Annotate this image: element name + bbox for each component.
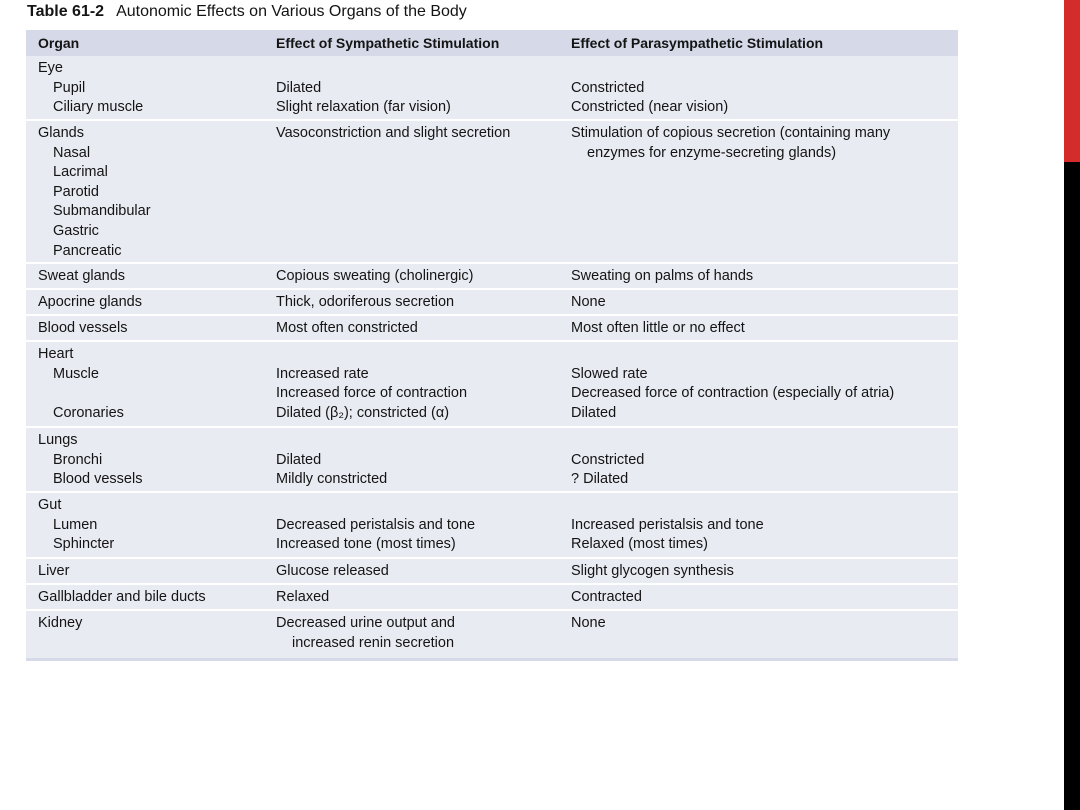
table-header-row bbox=[26, 30, 958, 56]
para-line: ? Dilated bbox=[571, 471, 629, 488]
table-row-heart bbox=[26, 342, 958, 428]
symp-line: Relaxed bbox=[276, 589, 330, 605]
organ-name: Heart bbox=[38, 346, 74, 362]
table-number: Table 61-2 bbox=[27, 3, 105, 20]
para-line: Decreased force of contraction (especially of atria) bbox=[571, 385, 895, 402]
header-organ: Organ bbox=[38, 35, 80, 51]
organ-sub: Gastric bbox=[53, 222, 99, 239]
symp-line: Slight relaxation (far vision) bbox=[276, 99, 451, 116]
black-side-bar bbox=[1064, 162, 1080, 810]
organ-name: Blood vessels bbox=[38, 320, 128, 336]
symp-line: Increased rate bbox=[276, 365, 369, 382]
parasympathetic-cell bbox=[571, 124, 890, 163]
para-line: Contracted bbox=[571, 589, 642, 605]
symp-line: Vasoconstriction and slight secretion bbox=[276, 125, 511, 141]
para-line: Constricted bbox=[571, 79, 645, 96]
organ-cell bbox=[38, 562, 69, 582]
symp-line: Dilated bbox=[276, 79, 322, 96]
organ-cell bbox=[38, 496, 114, 555]
para-line bbox=[571, 59, 728, 79]
sympathetic-cell bbox=[276, 124, 510, 144]
parasympathetic-cell bbox=[571, 588, 642, 608]
organ-sub: Submandibular bbox=[53, 203, 151, 220]
parasympathetic-cell bbox=[571, 293, 606, 313]
para-line bbox=[571, 431, 644, 451]
organ-sub: Muscle bbox=[53, 365, 99, 382]
header-sympathetic: Effect of Sympathetic Stimulation bbox=[276, 35, 500, 51]
organ-name: Gallbladder and bile ducts bbox=[38, 589, 206, 605]
organ-name: Eye bbox=[38, 60, 63, 76]
organ-cell bbox=[38, 345, 124, 423]
organ-sub: Bronchi bbox=[53, 451, 103, 468]
symp-line: Mildly constricted bbox=[276, 471, 388, 488]
symp-line: Dilated (β₂); constricted (α) bbox=[276, 404, 450, 421]
organ-cell bbox=[38, 59, 143, 118]
table-row-apocrine-glands bbox=[26, 290, 958, 316]
parasympathetic-cell bbox=[571, 59, 728, 118]
sympathetic-cell bbox=[276, 496, 475, 555]
organ-name: Apocrine glands bbox=[38, 294, 142, 310]
parasympathetic-cell bbox=[571, 319, 745, 339]
organ-cell bbox=[38, 319, 127, 339]
organ-sub: Lacrimal bbox=[53, 164, 108, 181]
organ-sub: Coronaries bbox=[53, 404, 124, 421]
parasympathetic-cell bbox=[571, 562, 734, 582]
para-line: Constricted (near vision) bbox=[571, 99, 729, 116]
para-line: Constricted bbox=[571, 451, 645, 468]
symp-line: Decreased urine output and bbox=[276, 615, 455, 631]
red-side-bar bbox=[1064, 0, 1080, 162]
para-line: Slowed rate bbox=[571, 365, 648, 382]
table-row-blood-vessels bbox=[26, 316, 958, 342]
parasympathetic-cell bbox=[571, 267, 753, 287]
para-line: Stimulation of copious secretion (containing many bbox=[571, 125, 891, 141]
organ-sub: Lumen bbox=[53, 516, 98, 533]
organ-cell bbox=[38, 267, 125, 287]
symp-line: Most often constricted bbox=[276, 320, 418, 336]
symp-line: Glucose released bbox=[276, 563, 389, 579]
organ-sub: Nasal bbox=[53, 144, 91, 161]
parasympathetic-cell bbox=[571, 345, 894, 423]
symp-line bbox=[276, 59, 451, 79]
parasympathetic-cell bbox=[571, 614, 606, 634]
table-row-sweat-glands bbox=[26, 264, 958, 290]
sympathetic-cell bbox=[276, 614, 455, 653]
para-line: Slight glycogen synthesis bbox=[571, 563, 734, 579]
organ-sub: Ciliary muscle bbox=[53, 99, 144, 116]
table-row-glands bbox=[26, 121, 958, 264]
para-line: Increased peristalsis and tone bbox=[571, 516, 764, 533]
table-caption: Autonomic Effects on Various Organs of the Body bbox=[116, 3, 467, 20]
symp-line: Decreased peristalsis and tone bbox=[276, 516, 476, 533]
sympathetic-cell bbox=[276, 319, 418, 339]
sympathetic-cell bbox=[276, 59, 451, 118]
sympathetic-cell bbox=[276, 588, 329, 608]
symp-line: Increased tone (most times) bbox=[276, 536, 456, 553]
para-line bbox=[571, 345, 894, 365]
para-line: Most often little or no effect bbox=[571, 320, 745, 336]
table-row-lungs bbox=[26, 428, 958, 493]
header-parasympathetic: Effect of Parasympathetic Stimulation bbox=[571, 35, 824, 51]
organ-sub bbox=[38, 384, 124, 404]
table-row-liver bbox=[26, 559, 958, 585]
organ-sub: Sphincter bbox=[53, 536, 115, 553]
organ-sub: Blood vessels bbox=[53, 471, 143, 488]
organ-name: Lungs bbox=[38, 432, 78, 448]
autonomic-effects-table bbox=[26, 30, 958, 661]
symp-line: Thick, odoriferous secretion bbox=[276, 294, 455, 310]
organ-sub: Pancreatic bbox=[53, 242, 122, 259]
organ-name: Glands bbox=[38, 125, 84, 141]
para-line bbox=[571, 496, 764, 516]
sympathetic-cell bbox=[276, 267, 473, 287]
symp-line: Dilated bbox=[276, 451, 322, 468]
symp-line bbox=[276, 496, 475, 516]
para-line: None bbox=[571, 615, 606, 631]
organ-sub: Parotid bbox=[53, 183, 99, 200]
organ-cell bbox=[38, 124, 151, 261]
sympathetic-cell bbox=[276, 431, 387, 490]
organ-name: Gut bbox=[38, 497, 62, 513]
table-row-gallbladder bbox=[26, 585, 958, 611]
para-line: None bbox=[571, 294, 606, 310]
organ-cell bbox=[38, 431, 142, 490]
symp-line: increased renin secretion bbox=[292, 634, 455, 651]
organ-cell bbox=[38, 293, 142, 313]
sympathetic-cell bbox=[276, 562, 389, 582]
symp-line: Copious sweating (cholinergic) bbox=[276, 268, 474, 284]
organ-sub: Pupil bbox=[53, 79, 86, 96]
parasympathetic-cell bbox=[571, 496, 764, 555]
organ-name: Kidney bbox=[38, 615, 83, 631]
symp-line bbox=[276, 345, 467, 365]
organ-cell bbox=[38, 614, 82, 634]
organ-name: Liver bbox=[38, 563, 70, 579]
para-line: Sweating on palms of hands bbox=[571, 268, 754, 284]
para-line: Relaxed (most times) bbox=[571, 536, 708, 553]
table-row-eye bbox=[26, 56, 958, 121]
symp-line: Increased force of contraction bbox=[276, 385, 468, 402]
table-title bbox=[27, 2, 467, 22]
table-row-gut bbox=[26, 493, 958, 559]
para-line: Dilated bbox=[571, 404, 617, 421]
sympathetic-cell bbox=[276, 293, 454, 313]
parasympathetic-cell bbox=[571, 431, 644, 490]
symp-line bbox=[276, 431, 387, 451]
organ-cell bbox=[38, 588, 206, 608]
organ-name: Sweat glands bbox=[38, 268, 126, 284]
sympathetic-cell bbox=[276, 345, 467, 423]
para-line: enzymes for enzyme-secreting glands) bbox=[587, 144, 837, 161]
table-row-kidney bbox=[26, 611, 958, 658]
